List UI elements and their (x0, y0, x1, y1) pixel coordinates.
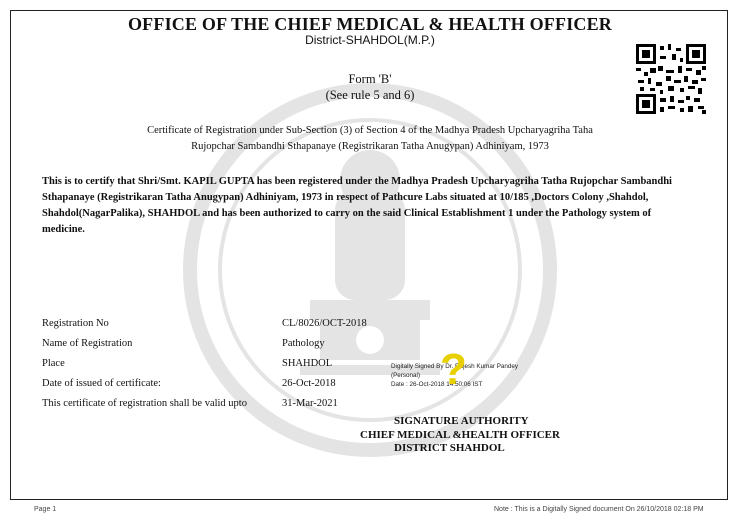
district-subtitle: District-SHAHDOL(M.P.) (305, 33, 435, 47)
signature-authority-designation: CHIEF MEDICAL &HEALTH OFFICER (360, 429, 560, 441)
detail-value-place: SHAHDOL (282, 358, 333, 369)
certify-line: This is to certify that Shri/Smt. KAPIL GUPTA has been registered under the Madhya Pradesh Upcharyagriha Tatha Rujopchar Sambandhi (42, 176, 672, 187)
certify-paragraph (42, 174, 692, 238)
digital-sign-note: Note : This is a Digitally Signed document On 26/10/2018 02:18 PM (494, 506, 704, 513)
office-title: OFFICE OF THE CHIEF MEDICAL & HEALTH OFFICER (127, 14, 613, 34)
detail-value-issue-date: 26-Oct-2018 (282, 378, 336, 389)
certificate-description (120, 123, 620, 155)
page-number: Page 1 (34, 506, 57, 513)
certify-line: medicine. (42, 224, 85, 235)
detail-value-valid-upto: 31-Mar-2021 (282, 398, 338, 409)
certify-line: Shahdol(NagarPalika), SHAHDOL and has been authorized to carry on the said Clinical Establishment 1 under the Pathology system of (42, 208, 652, 219)
certify-line: Sthapanaye (Registrikaran Tatha Anugypan) Adhiniyam, 1973 in respect of Pathcure Labs situated at 10/185 ,Doctors Colony ,Shahdol, (42, 192, 649, 203)
detail-label-registration-name: Name of Registration (42, 338, 133, 349)
digital-signature-date: Date : 26-Oct-2018 14:50:06 IST (391, 381, 483, 388)
signature-authority-district: DISTRICT SHAHDOL (394, 442, 505, 454)
detail-value-registration-no: CL/8026/OCT-2018 (282, 318, 367, 329)
digital-signature-signer: Digitally Signed By Dr. Rajesh Kumar Pandey (391, 363, 519, 370)
signature-unverified-icon: ? (440, 345, 467, 394)
certificate-description-line: Rujopchar Sambandhi Sthapanaye (Registrikaran Tatha Anugypan) Adhiniyam, 1973 (191, 141, 549, 152)
detail-label-issue-date: Date of issued of certificate: (42, 378, 161, 389)
detail-label-valid-upto: This certificate of registration shall be valid upto (42, 398, 247, 409)
form-name: Form 'B' (348, 72, 392, 86)
certificate-description-line: Certificate of Registration under Sub-Section (3) of Section 4 of the Madhya Pradesh Upcharyagriha Taha (147, 125, 593, 136)
detail-value-registration-name: Pathology (282, 338, 325, 349)
digital-signature-type: (Personal) (391, 372, 421, 379)
form-rule: (See rule 5 and 6) (325, 88, 415, 102)
detail-label-place: Place (42, 358, 65, 369)
signature-authority-title: SIGNATURE AUTHORITY (394, 415, 529, 427)
detail-label-registration-no: Registration No (42, 318, 109, 329)
